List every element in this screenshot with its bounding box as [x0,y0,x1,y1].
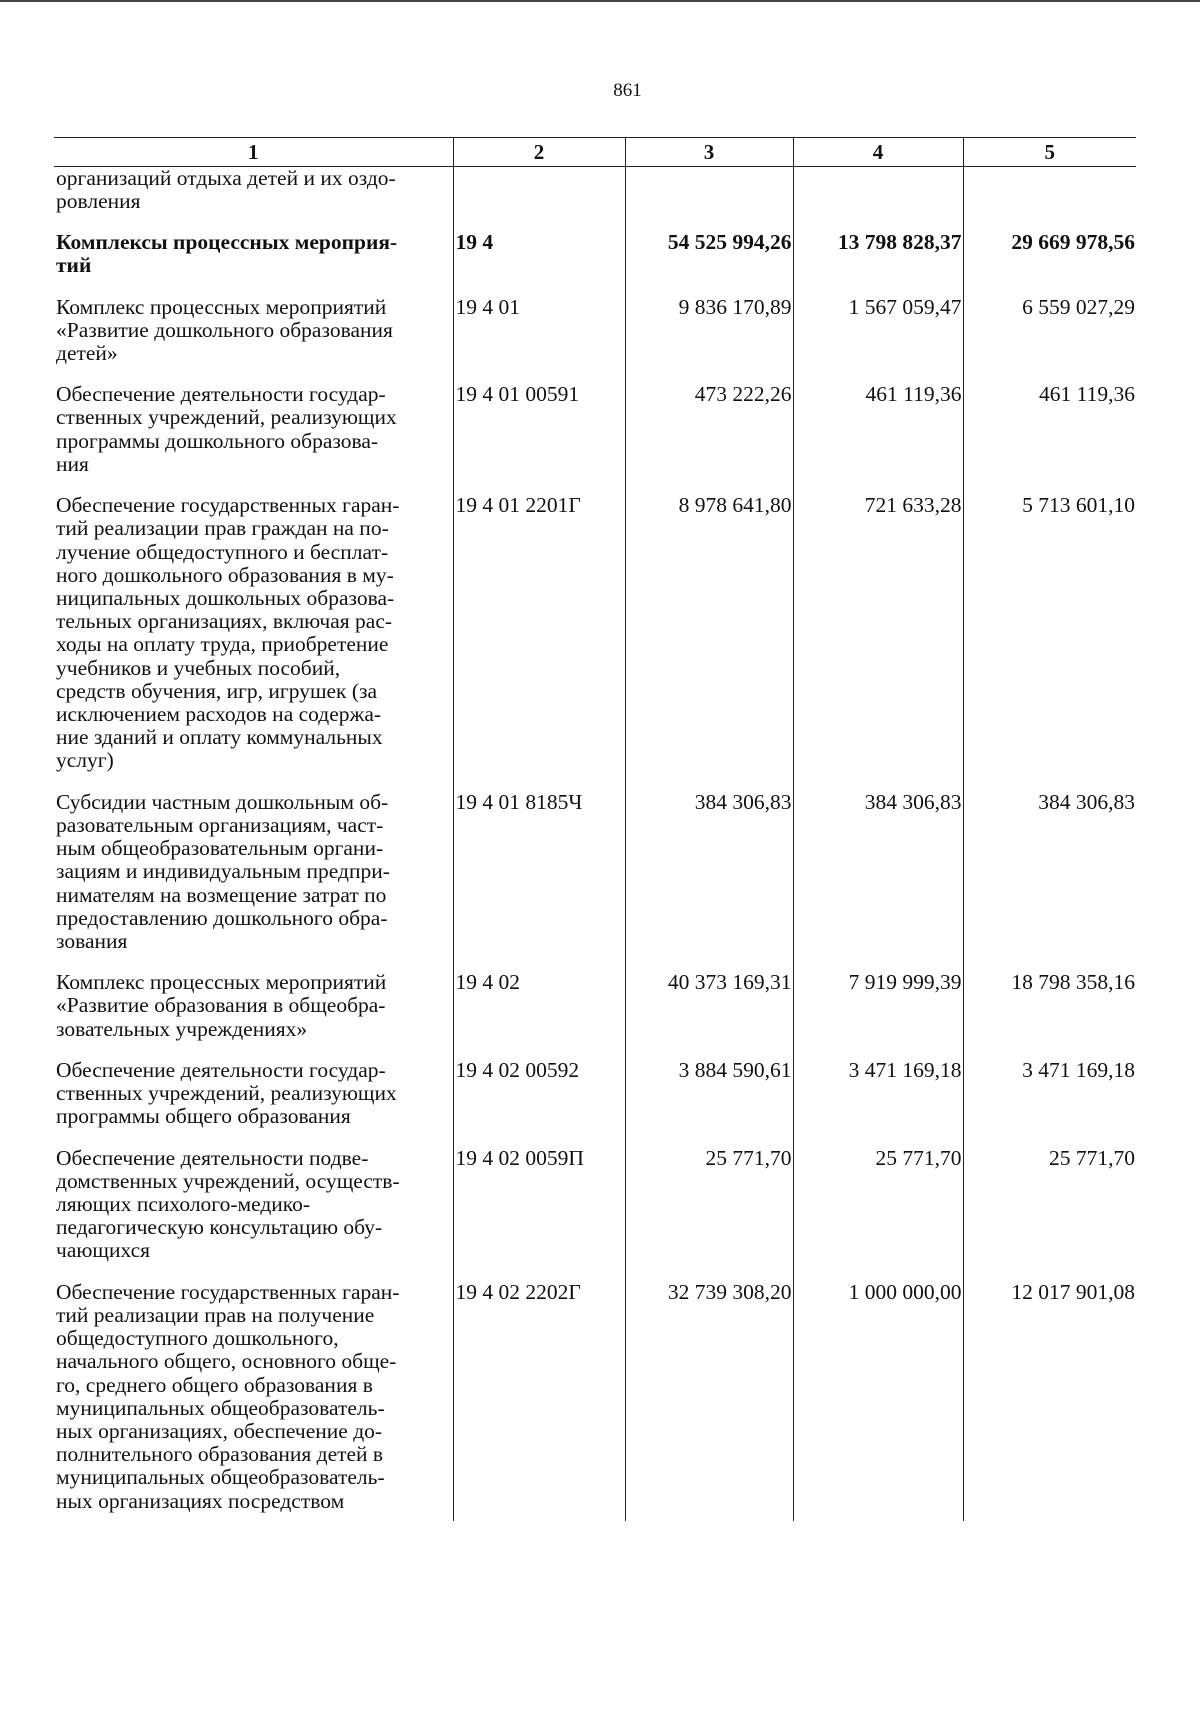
row-value-col-4 [793,1281,963,1521]
row-value-col-5 [963,1059,1136,1147]
row-value-col-5-text: 12 017 901,08 [1011,1279,1135,1304]
scan-top-edge [0,0,1200,2]
row-value-col-4-text: 1 000 000,00 [848,1279,962,1304]
row-value-col-4-text: 721 633,28 [864,493,962,518]
row-value-col-5-text: 18 798 358,16 [1011,970,1135,995]
row-value-col-3-text: 32 739 308,20 [667,1279,792,1304]
row-value-col-4 [793,166,963,231]
row-value-col-3-text: 3 884 590,61 [678,1057,792,1082]
row-value-col-5 [963,1147,1136,1281]
row-value-col-4 [793,1147,963,1281]
row-value-col-3 [625,791,793,972]
table-row [54,383,1136,494]
row-code [453,1147,625,1281]
header-col-5: 5 [963,138,1136,167]
table-body [54,166,1136,1521]
row-name-text: Комплекс процессных мероприятий «Развитие дошкольного образования детей» [56,294,393,365]
row-value-col-3 [625,383,793,494]
row-value-col-5-text: 3 471 169,18 [1022,1057,1135,1082]
row-value-col-4 [793,231,963,295]
row-name [54,971,453,1059]
row-name [54,1147,453,1281]
row-value-col-5 [963,971,1136,1059]
row-code-text: 19 4 02 [455,970,520,995]
row-code [453,1281,625,1521]
row-code [453,791,625,972]
header-col-1: 1 [54,138,453,167]
row-value-col-4-text: 384 306,83 [864,789,962,814]
row-value-col-4 [793,971,963,1059]
header-col-4: 4 [793,138,963,167]
row-value-col-5 [963,494,1136,791]
row-code [453,231,625,295]
row-name-text: Субсидии частным дошкольным об- разовательным организациям, част- ным общеобразовательным органи- зациям и индивидуальным предпри- нимателям на возмещение затрат по предоставлению дошкольного обра- зования [56,789,390,954]
row-value-col-5 [963,166,1136,231]
row-name-text: Обеспечение деятельности государ- ственных учреждений, реализующих программы дошкольного образова- ния [56,382,397,476]
row-value-col-5-text: 29 669 978,56 [1011,230,1135,255]
row-name [54,383,453,494]
row-name [54,231,453,295]
row-code-text: 19 4 01 00591 [455,382,580,407]
row-name [54,166,453,231]
row-name-text: Обеспечение государственных гаран- тий реализации прав граждан на по- лучение общедоступного и бесплат- ного дошкольного образования в му- ниципальных дошкольных образова- тельных организациях, включая рас- ходы на оплату труда, приобретение учебников и учебных пособий, средств обучения, игр, игрушек (за исключением расходов на содержа- ние зданий и оплату коммунальных услуг) [56,493,400,773]
row-value-col-5-text: 5 713 601,10 [1022,493,1135,518]
row-value-col-5 [963,791,1136,972]
row-value-col-3 [625,1147,793,1281]
row-name [54,296,453,384]
row-code [453,383,625,494]
row-value-col-4-text: 13 798 828,37 [837,230,962,255]
row-name [54,791,453,972]
row-code [453,166,625,231]
row-code-text: 19 4 01 2201Г [455,493,581,518]
row-value-col-3 [625,971,793,1059]
row-value-col-3 [625,296,793,384]
row-code-text: 19 4 01 8185Ч [455,789,583,814]
row-code [453,296,625,384]
row-code [453,494,625,791]
row-value-col-3 [625,231,793,295]
row-value-col-4-text: 1 567 059,47 [848,294,962,319]
row-value-col-4 [793,296,963,384]
row-value-col-4 [793,383,963,494]
row-value-col-4 [793,494,963,791]
budget-table [54,137,1136,1521]
row-code-text: 19 4 01 [455,294,520,319]
table-row [54,971,1136,1059]
row-value-col-3 [625,494,793,791]
table-row [54,231,1136,295]
table-row [54,1281,1136,1521]
row-value-col-3-text: 8 978 641,80 [678,493,792,518]
row-value-col-4-text: 461 119,36 [865,382,962,407]
row-value-col-5-text: 461 119,36 [1039,382,1135,407]
row-value-col-3-text: 40 373 169,31 [667,970,792,995]
table-row [54,1147,1136,1281]
row-value-col-4 [793,791,963,972]
header-col-3: 3 [625,138,793,167]
page-number: 861 [613,80,642,101]
row-value-col-5 [963,231,1136,295]
row-value-col-3-text: 54 525 994,26 [667,230,792,255]
row-code-text: 19 4 02 2202Г [455,1279,581,1304]
row-value-col-3-text: 9 836 170,89 [678,294,792,319]
row-value-col-3 [625,166,793,231]
row-name [54,1059,453,1147]
row-name-text: Комплексы процессных мероприя- тий [56,230,398,278]
row-name-text: Обеспечение деятельности государ- ственных учреждений, реализующих программы общего образования [56,1057,397,1129]
table-row [54,166,1136,231]
row-code [453,971,625,1059]
row-value-col-5-text: 384 306,83 [1038,789,1135,814]
row-name-text: Комплекс процессных мероприятий «Развитие образования в общеобра- зовательных учреждениях» [56,970,387,1041]
row-code-text: 19 4 [455,230,494,255]
row-name [54,494,453,791]
row-name [54,1281,453,1521]
row-value-col-3 [625,1281,793,1521]
row-value-col-3-text: 25 771,70 [705,1145,792,1170]
table-row [54,296,1136,384]
row-name-text: организаций отдыха детей и их оздо- ровления [56,165,396,213]
row-code [453,1059,625,1147]
row-value-col-4-text: 7 919 999,39 [848,970,962,995]
row-value-col-4-text: 25 771,70 [875,1145,962,1170]
row-name-text: Обеспечение государственных гаран- тий реализации прав на получение общедоступного дошкольного, начального общего, основного обще- го, среднего общего образования в муниципальных общеобразователь- ных организациях, обеспечение до- полнительного образования детей в муниципальных общеобразователь- ных организациях посредством [56,1279,400,1513]
table-row [54,494,1136,791]
row-value-col-3 [625,1059,793,1147]
row-value-col-3-text: 384 306,83 [694,789,792,814]
row-value-col-3-text: 473 222,26 [694,382,792,407]
table-header [54,138,1136,167]
row-value-col-5 [963,1281,1136,1521]
row-value-col-5-text: 6 559 027,29 [1022,294,1135,319]
row-value-col-4 [793,1059,963,1147]
row-value-col-4-text: 3 471 169,18 [848,1057,962,1082]
row-code-text: 19 4 02 0059П [455,1145,584,1170]
header-row [54,138,1136,167]
row-code-text: 19 4 02 00592 [455,1057,580,1082]
row-value-col-5 [963,296,1136,384]
table-row [54,791,1136,972]
table-row [54,1059,1136,1147]
row-value-col-5 [963,383,1136,494]
row-value-col-5-text: 25 771,70 [1049,1145,1135,1170]
header-col-2: 2 [453,138,625,167]
row-name-text: Обеспечение деятельности подве- домственных учреждений, осуществ- ляющих психолого-медико- педагогическую консультацию обу- чающихся [56,1145,400,1263]
